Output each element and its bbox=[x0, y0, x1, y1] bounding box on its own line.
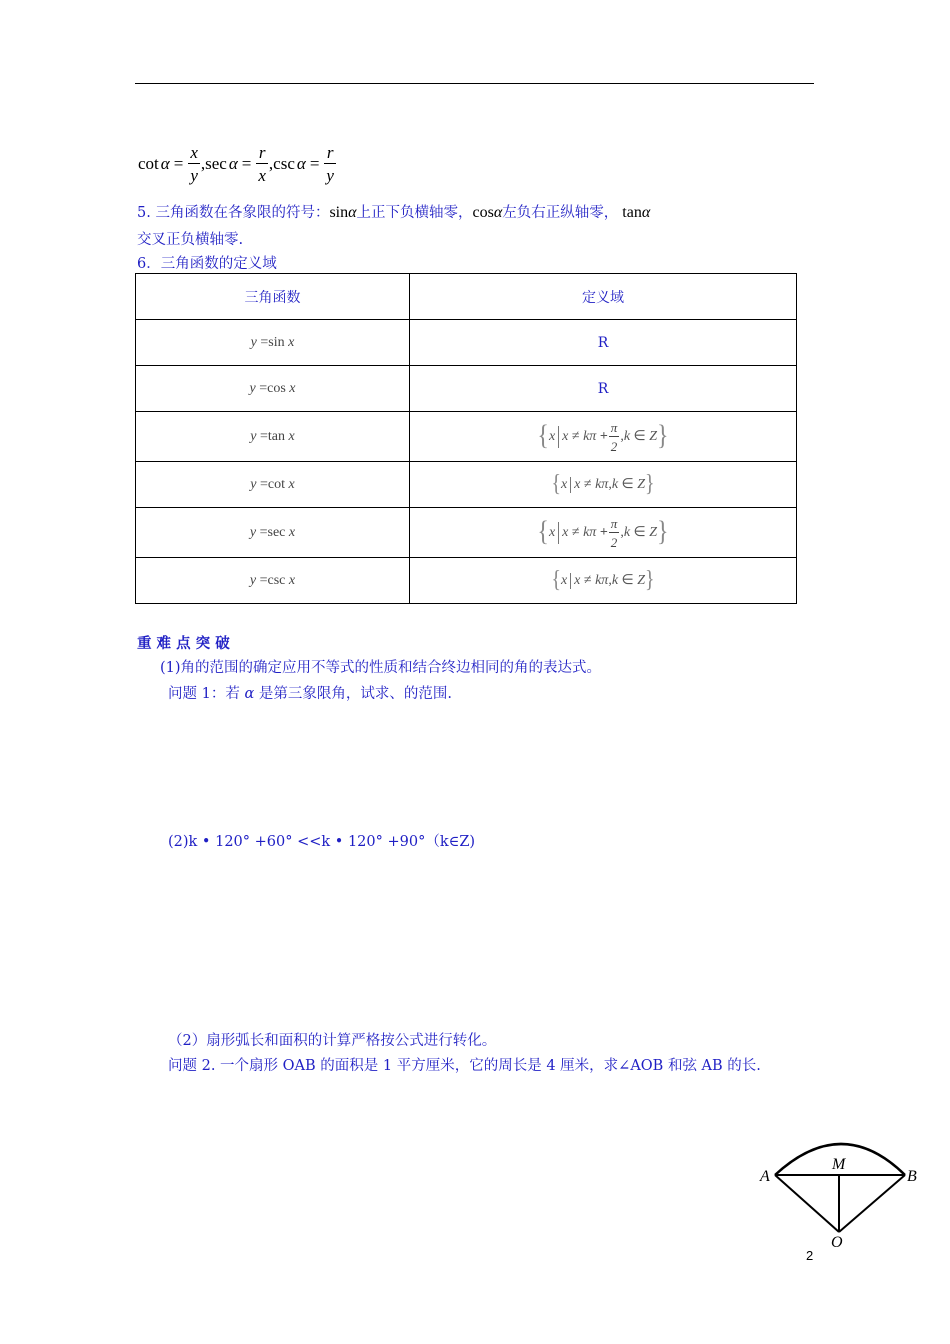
comma: , bbox=[200, 154, 206, 173]
function-cell: y =cot x bbox=[136, 462, 410, 508]
item6-title: 6．三角函数的定义域 bbox=[137, 256, 277, 272]
alpha-symbol: α bbox=[296, 154, 306, 173]
radius-oa bbox=[775, 1175, 839, 1232]
function-cell: y =cos x bbox=[136, 366, 410, 412]
function-cell: y =csc x bbox=[136, 558, 410, 604]
domain-cell bbox=[410, 412, 797, 462]
item5-prefix: 5. 三角函数在各象限的符号： bbox=[137, 205, 330, 221]
label-o: O bbox=[831, 1234, 843, 1250]
domain-table bbox=[135, 273, 797, 604]
fraction-r-over-x: $\frac{r}{x}$ bbox=[258, 143, 266, 185]
label-m: M bbox=[832, 1156, 846, 1173]
table-row bbox=[136, 558, 797, 604]
item5-line2: 交叉正负横轴零. bbox=[137, 232, 244, 248]
page-number: 2 bbox=[806, 1248, 814, 1263]
domain-cell: R bbox=[410, 366, 797, 412]
label-b: B bbox=[907, 1168, 917, 1185]
cos-sign-rule: 左负右正纵轴零， bbox=[502, 205, 619, 221]
alpha-symbol: α bbox=[228, 154, 238, 173]
domain-cell bbox=[410, 558, 797, 604]
table-row bbox=[136, 508, 797, 558]
table-row bbox=[136, 320, 797, 366]
sector-figure bbox=[752, 1135, 927, 1250]
point2-text: （2）扇形弧长和面积的计算严格按公式进行转化。 bbox=[168, 1033, 497, 1049]
cos-text: cos bbox=[472, 204, 494, 221]
fraction-x-over-y: $\frac{x}{y}$ bbox=[190, 143, 198, 185]
sin-text: sin bbox=[329, 204, 349, 221]
header-domain: 定义域 bbox=[410, 274, 797, 320]
domain-set-half-pi: { x x ≠ kπ + $\frac{\pi}{2}$ , k ∈ Z } bbox=[537, 515, 669, 550]
point1-text: (1)角的范围的确定应用不等式的性质和结合终边相同的角的表达式。 bbox=[160, 660, 602, 676]
domain-cell bbox=[410, 508, 797, 558]
cot-text: cot bbox=[138, 154, 159, 173]
table-row bbox=[136, 412, 797, 462]
header-rule bbox=[135, 83, 814, 84]
function-cell: y =tan x bbox=[136, 412, 410, 462]
sec-text: sec bbox=[205, 154, 227, 173]
alpha-symbol: α bbox=[641, 204, 651, 221]
cot-sec-csc-formula bbox=[138, 142, 337, 186]
domain-set-half-pi: { x x ≠ kπ + $\frac{\pi}{2}$ , k ∈ Z } bbox=[537, 419, 669, 454]
domain-set-kpi: { x x ≠ kπ , k ∈ Z } bbox=[551, 470, 655, 498]
domain-cell: R bbox=[410, 320, 797, 366]
table-row bbox=[136, 366, 797, 412]
tan-text: tan bbox=[622, 204, 642, 221]
function-cell: y =sec x bbox=[136, 508, 410, 558]
section-heading: 重 难 点 突 破 bbox=[137, 635, 230, 652]
radius-ob bbox=[839, 1175, 905, 1232]
domain-set-kpi: { x x ≠ kπ , k ∈ Z } bbox=[551, 566, 655, 594]
equals-sign: = bbox=[241, 154, 252, 173]
csc-text: csc bbox=[273, 154, 295, 173]
alpha-symbol: α bbox=[348, 204, 357, 221]
alpha-symbol: α bbox=[493, 204, 503, 221]
table-row bbox=[136, 462, 797, 508]
fraction-r-over-y: $\frac{r}{y}$ bbox=[326, 143, 334, 185]
function-cell: y =sin x bbox=[136, 320, 410, 366]
comma: , bbox=[268, 154, 274, 173]
equals-sign: = bbox=[309, 154, 320, 173]
label-a: A bbox=[760, 1168, 770, 1185]
domain-cell bbox=[410, 462, 797, 508]
equals-sign: = bbox=[173, 154, 184, 173]
header-function: 三角函数 bbox=[136, 274, 410, 320]
alpha-symbol: α bbox=[160, 154, 170, 173]
sin-sign-rule: 上正下负横轴零， bbox=[356, 205, 473, 221]
answer-line: (2)k • 120° +60° <<k • 120° +90°（k∈Z) bbox=[168, 834, 476, 850]
question2: 问题 2. 一个扇形 OAB 的面积是 1 平方厘米，它的周长是 4 厘米，求∠AOB 和弦 AB 的长. bbox=[168, 1058, 761, 1074]
question1: 问题 1：若 α 是第三象限角，试求、的范围. bbox=[168, 686, 452, 702]
table-header-row bbox=[136, 274, 797, 320]
item5-line1 bbox=[137, 201, 650, 222]
